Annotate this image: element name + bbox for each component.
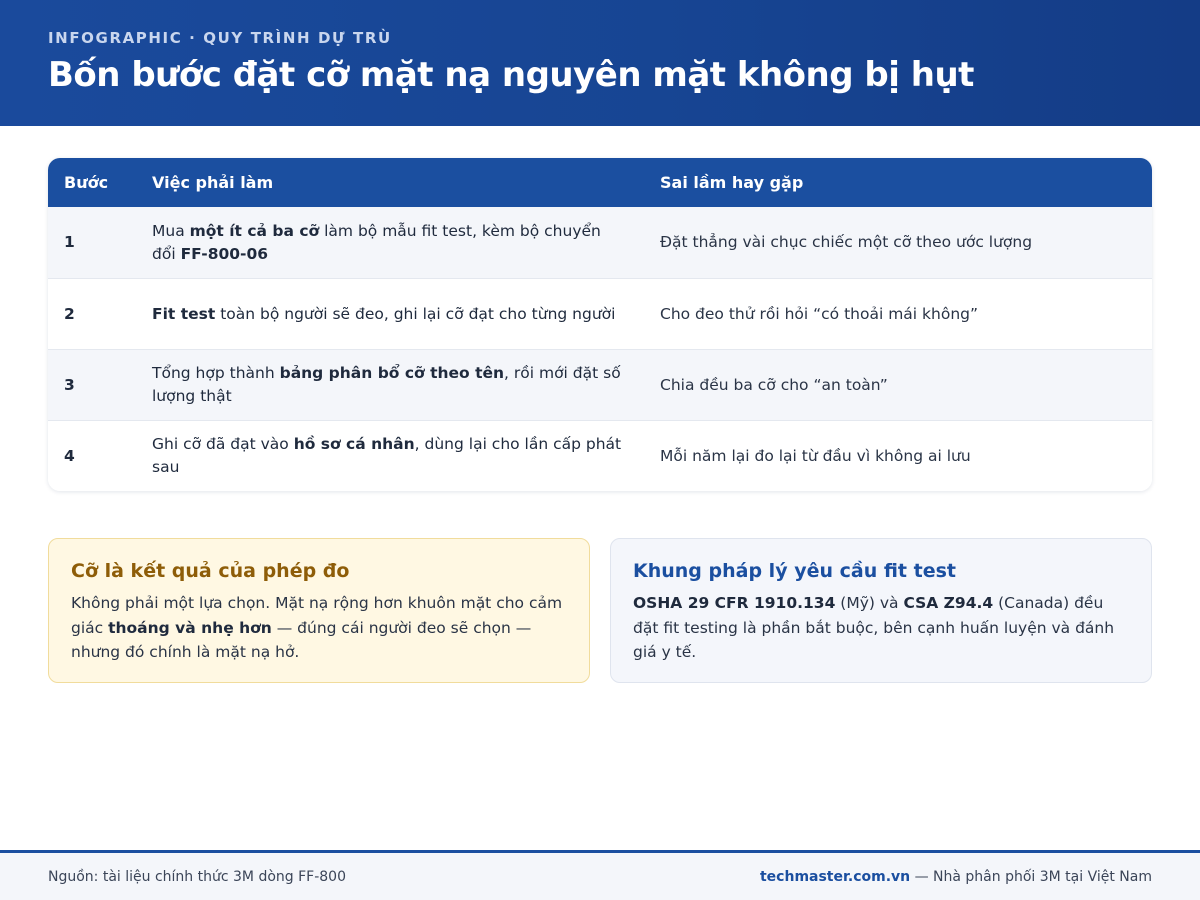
table-row [48, 420, 1152, 491]
table-body [48, 207, 1152, 491]
legal-framework-card [610, 538, 1152, 683]
task-cell: Ghi cỡ đã đạt vào hồ sơ cá nhân, dùng lại cho lần cấp phát sau [152, 435, 622, 476]
footer-tagline: — Nhà phân phối 3M tại Việt Nam [910, 868, 1152, 885]
table-header [48, 158, 1152, 207]
emphasis-text: bảng phân bổ cỡ theo tên [279, 364, 505, 382]
emphasis-text: FF-800-06 [180, 244, 269, 263]
emphasis-text: hồ sơ cá nhân [293, 435, 415, 453]
sizing-note-body: Không phải một lựa chọn. Mặt nạ rộng hơn khuôn mặt cho cảm giác thoáng và nhẹ hơn — đúng cái người đeo sẽ chọn — nhưng đó chính là mặt nạ hở. [71, 594, 563, 661]
step-number: 2 [64, 304, 75, 323]
step-number: 3 [64, 375, 75, 394]
page-title: Bốn bước đặt cỡ mặt nạ nguyên mặt không bị hụt [48, 55, 974, 95]
emphasis-text: thoáng và nhẹ hơn [108, 618, 272, 637]
header-cell-task: Việc phải làm [152, 173, 274, 192]
footer-source: Nguồn: tài liệu chính thức 3M dòng FF-800 [48, 868, 346, 885]
emphasis-text: một ít cả ba cỡ [189, 221, 320, 240]
page-header [0, 0, 1200, 126]
table-row [48, 278, 1152, 349]
emphasis-text: CSA Z94.4 [903, 594, 994, 612]
legal-framework-body: OSHA 29 CFR 1910.134 (Mỹ) và CSA Z94.4 (Canada) đều đặt fit testing là phần bắt buộc, bên cạnh huấn luyện và đánh giá y tế. [633, 594, 1115, 661]
sizing-note-card [48, 538, 590, 683]
step-number: 4 [64, 446, 75, 465]
table-row [48, 207, 1152, 278]
task-cell: Tổng hợp thành bảng phân bổ cỡ theo tên, rồi mới đặt số lượng thật [152, 364, 621, 405]
legal-framework-title: Khung pháp lý yêu cầu fit test [633, 560, 956, 582]
header-cell-mistake: Sai lầm hay gặp [660, 173, 804, 192]
mistake-cell: Cho đeo thử rồi hỏi “có thoải mái không” [660, 304, 979, 323]
footer-credit [760, 869, 1152, 885]
emphasis-text: OSHA 29 CFR 1910.134 [633, 594, 836, 612]
steps-table [48, 158, 1152, 491]
emphasis-text: Fit test [152, 304, 216, 323]
header-kicker: INFOGRAPHIC · QUY TRÌNH DỰ TRÙ [48, 29, 392, 47]
step-number: 1 [64, 233, 75, 251]
footer-brand-link[interactable]: techmaster.com.vn [759, 868, 911, 885]
sizing-note-title: Cỡ là kết quả của phép đo [71, 560, 350, 582]
mistake-cell: Mỗi năm lại đo lại từ đầu vì không ai lưu [660, 446, 971, 465]
task-cell: Fit test toàn bộ người sẽ đeo, ghi lại cỡ đạt cho từng người [152, 304, 616, 323]
table-row [48, 349, 1152, 420]
mistake-cell: Đặt thẳng vài chục chiếc một cỡ theo ước lượng [660, 233, 1033, 251]
header-cell-step: Bước [64, 173, 109, 192]
page-footer [0, 850, 1200, 900]
task-cell: Mua một ít cả ba cỡ làm bộ mẫu fit test, kèm bộ chuyển đổi FF-800-06 [152, 221, 601, 263]
mistake-cell: Chia đều ba cỡ cho “an toàn” [660, 375, 888, 394]
